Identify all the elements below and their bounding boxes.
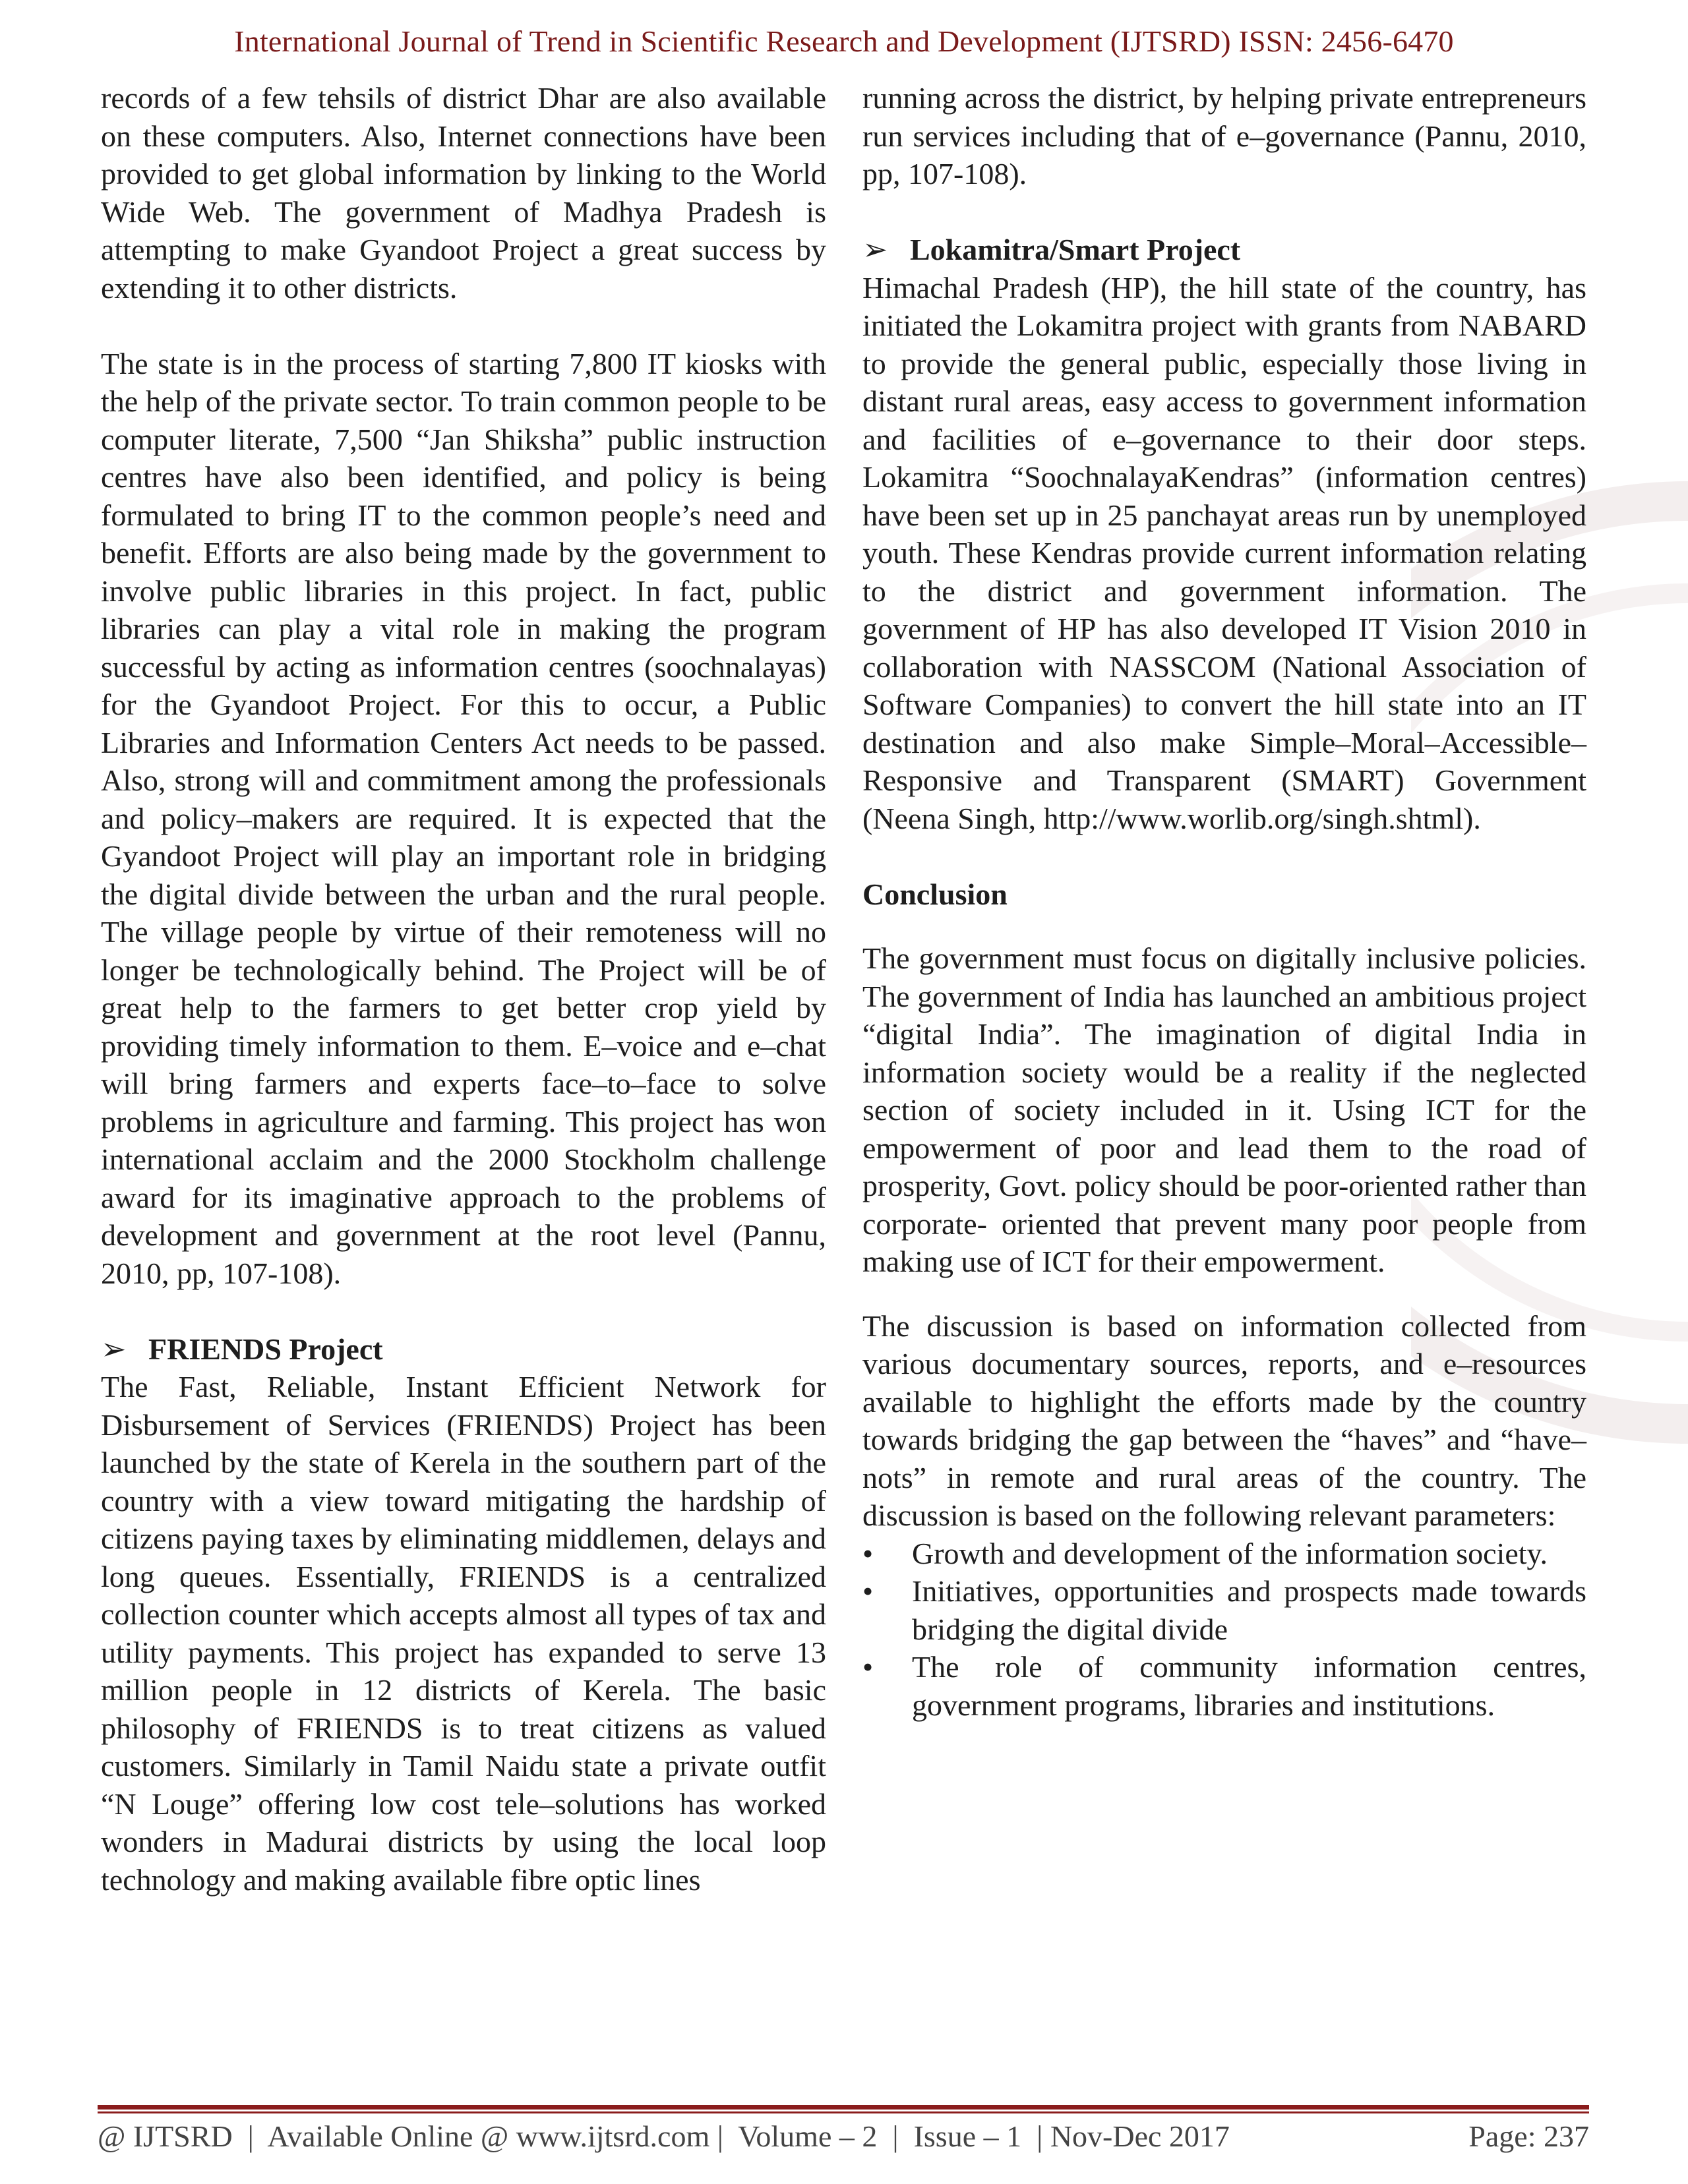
- footer-citation: @ IJTSRD | Available Online @ www.ijtsrd.com | Volume – 2 | Issue – 1 | Nov-Dec 2017: [98, 2119, 1230, 2153]
- arrow-bullet-icon: ➢: [101, 1332, 127, 1366]
- paragraph: The discussion is based on information collected from various documentary sources, reports, and e–resources available to highlight the efforts made by the country towards bridging the gap between the “haves” and “have–nots” in remote and rural areas of the country. The discussion is based on the following relevant parameters:: [862, 1309, 1586, 1532]
- paragraph: The state is in the process of starting 7,800 IT kiosks with the help of the private sector. To train common people to be computer literate, 7,500 “Jan Shiksha” public instruction centres have also been identified, and policy is being formulated to bring IT to the common people’s need and benefit. Efforts are also being made by the government to involve public libraries in this project. In fact, public libraries can play a vital role in making the program successful by acting as information centres (soochnalayas) for the Gyandoot Project. For this to occur, a Public Libraries and Information Centers Act needs to be passed. Also, strong will and commitment among the professionals and policy–makers are required. It is expected that the Gyandoot Project will play an important role in bridging the digital divide between the urban and the rural people. The village people by virtue of their remoteness will no longer be technologically behind. The Project will be of great help to the farmers to get better crop yield by providing timely information to them. E–voice and e–chat will bring farmers and experts face–to–face to solve problems in agriculture and farming. This project has won international acclaim and the 2000 Stockholm challenge award for its imaginative approach to the problems of development and government at the root level (Pannu, 2010, pp, 107-108).: [101, 346, 826, 1290]
- section-heading-conclusion: Conclusion: [862, 877, 1008, 911]
- right-column: [862, 79, 1586, 1724]
- paragraph: The government must focus on digitally inclusive policies. The government of India has launched an ambitious project “digital India”. The imagination of digital India in information society would be a reality if the neglected section of society included in it. Using ICT for the empowerment of poor and lead them to the road of prosperity, Govt. policy should be poor-oriented rather than corporate- oriented that prevent many poor people from making use of ICT for their empowerment.: [862, 941, 1586, 1278]
- bullet-icon: •: [862, 1650, 874, 1684]
- journal-running-header: International Journal of Trend in Scientific Research and Development (IJTSRD) ISSN: 2456-6470: [234, 24, 1454, 58]
- paragraph: Himachal Pradesh (HP), the hill state of the country, has initiated the Lokamitra project with grants from NABARD to provide the general public, especially those living in distant rural areas, easy access to government information and facilities of e–governance to their door steps. Lokamitra “SoochnalayaKendras” (information centres) have been set up in 25 panchayat areas run by unemployed youth. These Kendras provide current information relating to the district and government information. The government of HP has also developed IT Vision 2010 in collaboration with NASSCOM (National Association of Software Companies) to convert the hill state into an IT destination and also make Simple–Moral–Accessible–Responsive and Transparent (SMART) Government (Neena Singh, http://www.worlib.org/singh.shtml).: [862, 270, 1586, 835]
- parameter-list: [862, 1535, 1586, 1725]
- paragraph: running across the district, by helping private entrepreneurs run services including that of e–governance (Pannu, 2010, pp, 107-108).: [862, 81, 1586, 191]
- page-number: Page: 237: [1468, 2119, 1589, 2153]
- arrow-bullet-icon: ➢: [862, 233, 888, 266]
- paragraph: The Fast, Reliable, Instant Efficient Network for Disbursement of Services (FRIENDS) Project has been launched by the state of Kerela in the southern part of the country with a view toward mitigating the hardship of citizens paying taxes by eliminating middlemen, delays and long queues. Essentially, FRIENDS is a centralized collection counter which accepts almost all types of tax and utility payments. This project has expanded to serve 13 million people in 12 districts of Kerela. The basic philosophy of FRIENDS is to treat citizens as valued customers. Similarly in Tamil Naidu state a private outfit “N Louge” offering low cost tele–solutions has worked wonders in Madurai districts by using the local loop technology and making available fibre optic lines: [101, 1370, 826, 1897]
- section-heading-friends: ➢ FRIENDS Project: [101, 1330, 826, 1369]
- left-column: [101, 79, 826, 1899]
- section-heading-lokamitra: ➢ Lokamitra/Smart Project: [862, 231, 1586, 269]
- list-item: • Initiatives, opportunities and prospects made towards bridging the digital divide: [862, 1572, 1586, 1648]
- bullet-icon: •: [862, 1536, 874, 1570]
- footer-rule-thin: [98, 2111, 1589, 2113]
- page-footer: [98, 2119, 1589, 2154]
- bullet-icon: •: [862, 1574, 874, 1608]
- list-item: • Growth and development of the information society.: [862, 1535, 1586, 1573]
- paragraph: records of a few tehsils of district Dhar are also available on these computers. Also, Internet connections have been provided to get global information by linking to the World Wide Web. The government of Madhya Pradesh is attempting to make Gyandoot Project a great success by extending it to other districts.: [101, 81, 826, 305]
- footer-rule: [98, 2105, 1589, 2110]
- list-item: • The role of community information centres, government programs, libraries and institutions.: [862, 1648, 1586, 1724]
